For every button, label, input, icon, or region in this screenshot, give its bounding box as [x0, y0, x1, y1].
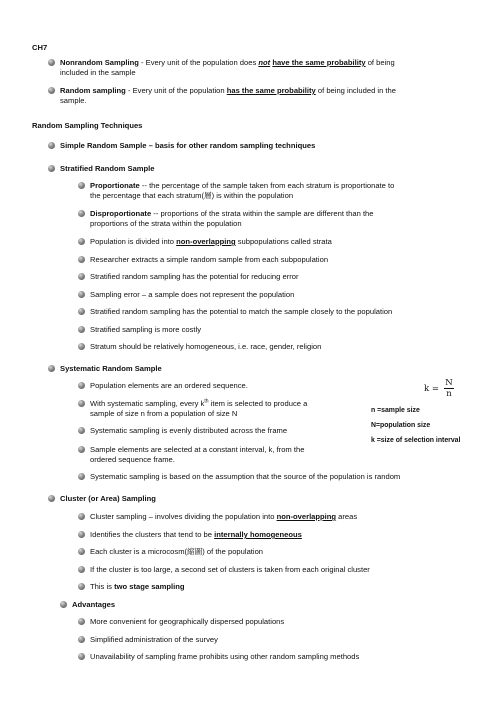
list-item-systematic-4: Sample elements are selected at a constant interval, k, from the ordered sequence frame.	[90, 445, 365, 464]
list-item-cluster-2: Identifies the clusters that tend to be internally homogeneous	[90, 530, 470, 540]
bullet-icon	[78, 618, 85, 625]
list-item-stratified-5: Stratified sampling is more costly	[90, 325, 470, 335]
list-item-cluster-5: This is two stage sampling	[90, 582, 470, 592]
bullet-icon	[48, 142, 55, 149]
bullet-icon	[78, 273, 85, 280]
list-item-systematic-3: Systematic sampling is evenly distributed across the frame	[90, 426, 360, 436]
bullet-icon	[78, 308, 85, 315]
selection-interval-formula: k = N n	[424, 378, 453, 399]
list-item-systematic-2: With systematic sampling, every $k^{th}$ item is selected to produce a sample of size n from a population of size N	[90, 399, 365, 418]
bullet-icon	[78, 382, 85, 389]
section-title: Random Sampling Techniques	[32, 121, 143, 130]
legend-selection-interval: k =size of selection interval	[371, 437, 461, 444]
bullet-icon	[78, 473, 85, 480]
legend-sample-size: n =sample size	[371, 407, 420, 414]
list-item-stratified-6: Stratum should be relatively homogeneous, i.e. race, gender, religion	[90, 342, 470, 352]
list-item-stratified-title: Stratified Random Sample	[60, 164, 470, 174]
list-item-cluster-title: Cluster (or Area) Sampling	[60, 494, 470, 504]
bullet-icon	[78, 583, 85, 590]
list-item-advantage-1: More convenient for geographically dispersed populations	[90, 617, 470, 627]
bullet-icon	[78, 343, 85, 350]
list-item-nonrandom: Nonrandom Sampling - Every unit of the population does not have the same probability of being included in the sample	[60, 58, 470, 77]
term-nonrandom: Nonrandom Sampling	[60, 58, 139, 67]
bullet-icon	[78, 291, 85, 298]
bullet-icon	[48, 59, 55, 66]
bullet-icon	[78, 256, 85, 263]
list-item-simple: Simple Random Sample – basis for other random sampling techniques	[60, 141, 470, 151]
list-item-cluster-3: Each cluster is a microcosm(縮圖) of the population	[90, 547, 470, 557]
bullet-icon	[48, 365, 55, 372]
term-random: Random sampling	[60, 86, 126, 95]
list-item-disproportionate: Disproportionate -- proportions of the strata within the sample are different than the proportions of the strata within the population	[90, 209, 470, 228]
list-item-proportionate: Proportionate -- the percentage of the sample taken from each stratum is proportionate to the percentage that each stratum(層) is within the population	[90, 181, 470, 200]
bullet-icon	[78, 513, 85, 520]
bullet-icon	[78, 182, 85, 189]
list-item-advantage-3: Unavailability of sampling frame prohibits using other random sampling methods	[90, 652, 470, 662]
bullet-icon	[78, 653, 85, 660]
bullet-icon	[78, 531, 85, 538]
list-item-systematic-title: Systematic Random Sample	[60, 364, 470, 374]
bullet-icon	[78, 326, 85, 333]
bullet-icon	[78, 427, 85, 434]
bullet-icon	[78, 400, 85, 407]
list-item-stratified-3: Sampling error – a sample does not represent the population	[90, 290, 470, 300]
list-item-stratified-4: Stratified random sampling has the potential to match the sample closely to the population	[90, 307, 470, 317]
list-item-systematic-1: Population elements are an ordered sequence.	[90, 381, 360, 391]
bullet-icon	[78, 446, 85, 453]
list-item-advantage-2: Simplified administration of the survey	[90, 635, 470, 645]
list-item-stratified-1: Researcher extracts a simple random sample from each subpopulation	[90, 255, 470, 265]
list-item-random: Random sampling - Every unit of the population has the same probability of being included in the sample.	[60, 86, 470, 105]
list-item-advantages-title: Advantages	[72, 600, 372, 610]
bullet-icon	[78, 238, 85, 245]
bullet-icon	[78, 636, 85, 643]
list-item-cluster-1: Cluster sampling – involves dividing the population into non-overlapping areas	[90, 512, 470, 522]
chapter-heading: CH7	[32, 43, 48, 52]
list-item-systematic-5: Systematic sampling is based on the assumption that the source of the population is random	[90, 472, 480, 482]
legend-population-size: N=population size	[371, 422, 431, 429]
bullet-icon	[48, 495, 55, 502]
list-item-stratified-2: Stratified random sampling has the potential for reducing error	[90, 272, 470, 282]
fraction: N n	[445, 378, 453, 399]
bullet-icon	[78, 566, 85, 573]
list-item-divided: Population is divided into non-overlapping subpopulations called strata	[90, 237, 470, 247]
bullet-icon	[78, 548, 85, 555]
bullet-icon	[48, 165, 55, 172]
emphasis-not: not	[258, 58, 271, 67]
bullet-icon	[78, 210, 85, 217]
list-item-cluster-4: If the cluster is too large, a second set of clusters is taken from each original cluster	[90, 565, 470, 575]
bullet-icon	[60, 601, 67, 608]
bullet-icon	[48, 87, 55, 94]
